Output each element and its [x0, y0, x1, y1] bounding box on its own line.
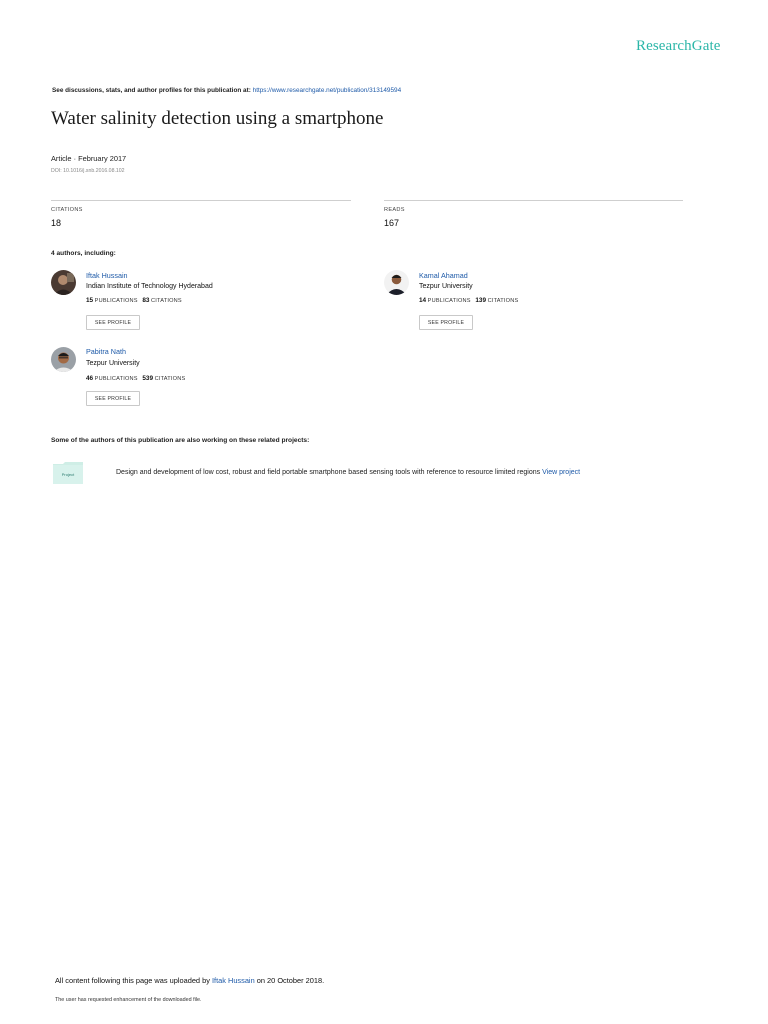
citations-label: CITATIONS: [154, 376, 186, 382]
citations-label: CITATIONS: [151, 298, 182, 304]
avatar[interactable]: [51, 270, 76, 295]
upload-prefix: All content following this page was uploaded by: [55, 976, 210, 985]
publication-url-link[interactable]: https://www.researchgate.net/publication/313149594: [252, 87, 402, 94]
avatar[interactable]: [384, 270, 409, 295]
source-prefix: See discussions, stats, and author profiles for this publication at:: [52, 87, 251, 94]
author-institution: Tezpur University: [86, 360, 140, 367]
enhancement-note: The user has requested enhancement of the downloaded file.: [55, 997, 202, 1003]
authors-heading: 4 authors, including:: [51, 250, 116, 257]
related-projects-heading: Some of the authors of this publication are also working on these related projects:: [51, 437, 310, 444]
publications-label: PUBLICATIONS: [427, 298, 471, 304]
view-project-link[interactable]: View project: [542, 469, 581, 476]
publication-title: Water salinity detection using a smartphone: [51, 108, 384, 129]
project-icon-label: Project: [61, 472, 75, 477]
citations-label: CITATIONS: [51, 207, 83, 213]
citations-count: 139: [475, 297, 487, 304]
reads-label: READS: [384, 207, 405, 213]
project-description: [116, 469, 580, 476]
author-institution: Tezpur University: [419, 283, 473, 290]
author-name-link[interactable]: Iftak Hussain: [86, 271, 128, 280]
author-institution: Indian Institute of Technology Hyderabad: [86, 283, 213, 290]
publication-meta: Article · February 2017: [51, 154, 127, 163]
reads-value: 167: [384, 218, 400, 228]
author-photo-icon: [384, 270, 409, 295]
publications-count: 14: [419, 297, 427, 304]
publications-count: 46: [86, 375, 94, 382]
author-photo-icon: [51, 347, 76, 372]
author-stats: [419, 297, 518, 304]
researchgate-logo[interactable]: ResearchGate: [636, 38, 721, 54]
citations-count: 539: [142, 375, 154, 382]
author-stats: [86, 375, 185, 382]
publications-label: PUBLICATIONS: [94, 376, 138, 382]
citations-count: 83: [142, 297, 150, 304]
publication-doi: DOI: 10.1016/j.snb.2016.08.102: [51, 168, 125, 174]
uploader-link[interactable]: Iftak Hussain: [211, 976, 255, 985]
author-photo-icon: [51, 270, 76, 295]
reads-divider: [384, 200, 683, 201]
see-profile-button[interactable]: SEE PROFILE: [86, 391, 140, 406]
author-stats: [86, 297, 182, 304]
publications-count: 15: [86, 297, 94, 304]
publication-source-line: [52, 87, 401, 94]
project-folder-icon: [53, 462, 83, 484]
citations-label: CITATIONS: [487, 298, 519, 304]
author-name-link[interactable]: Pabitra Nath: [86, 347, 126, 356]
upload-note: [55, 976, 324, 985]
avatar[interactable]: [51, 347, 76, 372]
see-profile-button[interactable]: SEE PROFILE: [86, 315, 140, 330]
publications-label: PUBLICATIONS: [94, 298, 138, 304]
upload-suffix: on 20 October 2018.: [256, 976, 325, 985]
citations-value: 18: [51, 218, 62, 228]
see-profile-button[interactable]: SEE PROFILE: [419, 315, 473, 330]
author-name-link[interactable]: Kamal Ahamad: [419, 271, 468, 280]
project-text: Design and development of low cost, robust and field portable smartphone based sensing tools with reference to resource limited regions: [116, 469, 541, 476]
citations-divider: [51, 200, 351, 201]
